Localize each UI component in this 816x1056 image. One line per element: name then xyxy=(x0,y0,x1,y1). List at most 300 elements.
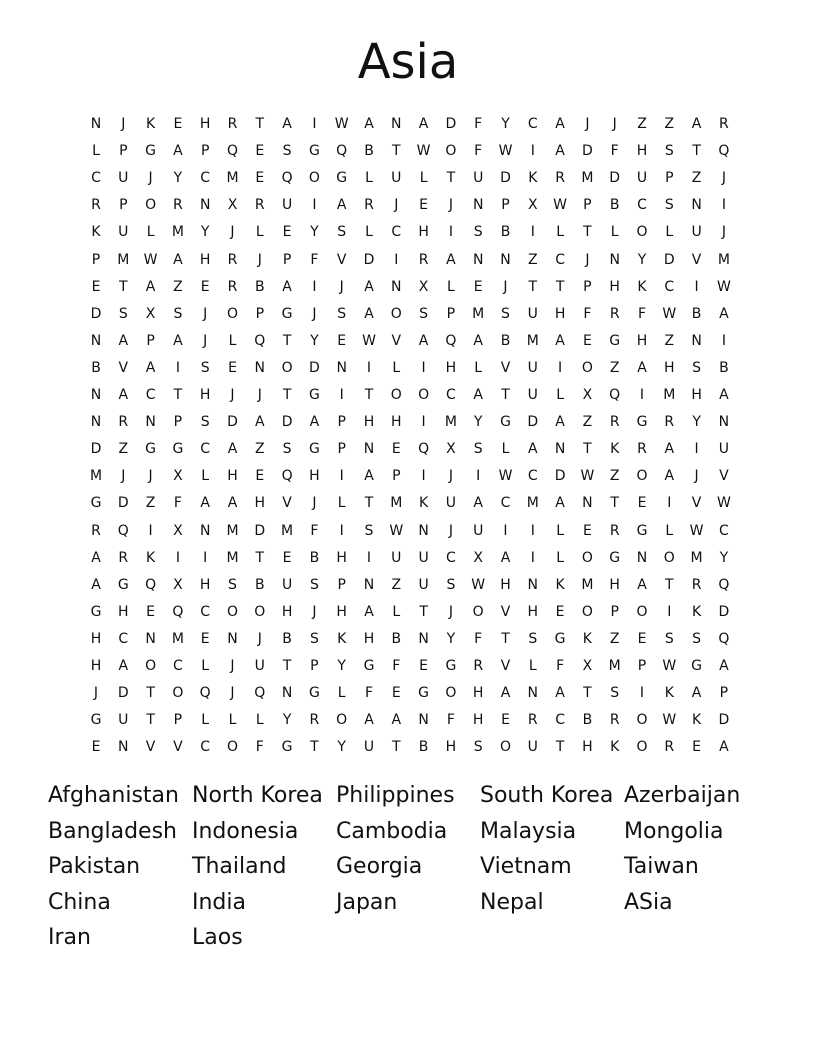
grid-letter: E xyxy=(200,630,210,647)
grid-letter: Y xyxy=(282,712,292,729)
grid-letter: O xyxy=(636,739,648,756)
grid-letter: T xyxy=(501,387,510,403)
grid-letter: M xyxy=(717,251,730,268)
grid-letter: I xyxy=(394,251,399,268)
grid-letter: S xyxy=(419,305,429,322)
grid-letter: B xyxy=(582,712,593,729)
grid-letter: Z xyxy=(118,441,129,458)
grid-letter: Q xyxy=(199,685,211,702)
grid-letter: I xyxy=(639,685,645,702)
grid-letter: K xyxy=(419,495,429,512)
word-list-item: Japan xyxy=(336,889,398,915)
grid-letter: F xyxy=(583,305,592,322)
grid-letter: J xyxy=(448,468,453,485)
grid-letter: D xyxy=(554,468,566,485)
grid-letter: G xyxy=(90,712,102,729)
grid-letter: H xyxy=(199,116,211,132)
grid-letter: D xyxy=(582,143,593,160)
grid-letter: M xyxy=(526,495,539,512)
grid-letter: A xyxy=(118,332,129,349)
grid-letter: S xyxy=(309,630,319,647)
grid-letter: W xyxy=(143,251,158,268)
grid-letter: R xyxy=(418,251,429,268)
grid-letter: U xyxy=(527,387,538,403)
grid-letter: I xyxy=(175,359,180,376)
grid-letter: X xyxy=(528,197,538,214)
grid-letter: E xyxy=(228,359,237,376)
grid-letter: A xyxy=(145,278,156,295)
grid-letter: S xyxy=(473,739,483,756)
grid-letter: A xyxy=(227,441,238,458)
grid-letter: B xyxy=(254,278,265,295)
grid-letter: H xyxy=(281,603,293,620)
word-list-item: Vietnam xyxy=(480,854,572,880)
grid-letter: H xyxy=(199,576,211,593)
grid-letter: W xyxy=(498,468,513,485)
grid-letter: J xyxy=(394,197,399,214)
grid-letter: N xyxy=(145,414,156,431)
grid-letter: R xyxy=(309,712,320,729)
grid-letter: L xyxy=(556,387,564,403)
grid-letter: Q xyxy=(418,441,430,458)
grid-letter: D xyxy=(90,305,102,322)
word-list-item: Bangladesh xyxy=(48,818,177,844)
grid-letter: A xyxy=(528,441,538,458)
grid-letter: R xyxy=(609,305,620,322)
grid-letter: H xyxy=(527,603,539,620)
grid-letter: L xyxy=(446,278,455,295)
grid-letter: A xyxy=(555,685,565,702)
grid-letter: Y xyxy=(337,658,346,674)
grid-letter: U xyxy=(363,739,375,756)
grid-letter: X xyxy=(227,197,238,214)
grid-letter: W xyxy=(580,468,595,485)
grid-letter: V xyxy=(145,739,156,756)
grid-letter: E xyxy=(419,197,429,214)
grid-letter: N xyxy=(336,359,347,376)
word-list-item: Pakistan xyxy=(48,854,141,880)
grid-letter: Q xyxy=(226,143,239,160)
grid-letter: Y xyxy=(310,224,319,241)
grid-letter: L xyxy=(501,441,510,458)
grid-letter: T xyxy=(364,387,374,403)
grid-letter: W xyxy=(471,576,486,593)
grid-letter: Z xyxy=(255,441,265,458)
grid-letter: S xyxy=(664,197,674,214)
grid-letter: P xyxy=(146,332,155,349)
grid-letter: F xyxy=(474,630,483,647)
grid-letter: A xyxy=(555,332,565,349)
grid-letter: J xyxy=(694,468,699,485)
grid-letter: A xyxy=(555,143,565,160)
grid-letter: M xyxy=(281,522,294,539)
grid-letter: Y xyxy=(637,251,647,268)
grid-letter: D xyxy=(90,441,102,458)
grid-letter: Q xyxy=(254,685,266,702)
grid-letter: G xyxy=(145,143,157,160)
grid-letter: R xyxy=(691,576,702,593)
grid-letter: U xyxy=(718,441,730,458)
grid-letter: I xyxy=(530,522,535,539)
grid-letter: O xyxy=(254,603,266,620)
grid-letter: L xyxy=(337,495,346,512)
grid-letter: G xyxy=(609,332,621,349)
grid-letter: I xyxy=(312,278,317,295)
grid-letter: J xyxy=(230,387,235,403)
grid-letter: E xyxy=(637,630,647,647)
word-list-item: Taiwan xyxy=(624,854,699,880)
grid-letter: Z xyxy=(528,251,538,268)
word-list-item: Malaysia xyxy=(480,818,577,844)
grid-letter: J xyxy=(503,278,508,295)
grid-letter: V xyxy=(719,468,729,485)
grid-letter: J xyxy=(721,224,726,241)
grid-letter: S xyxy=(446,576,456,593)
grid-letter: H xyxy=(445,359,457,376)
grid-letter: I xyxy=(175,549,180,566)
grid-letter: A xyxy=(664,468,675,485)
grid-letter: R xyxy=(364,197,374,214)
grid-letter: B xyxy=(282,630,292,647)
grid-letter: F xyxy=(556,658,565,674)
grid-letter: A xyxy=(282,116,292,132)
grid-letter: L xyxy=(528,658,537,674)
grid-letter: N xyxy=(254,359,266,376)
grid-letter: T xyxy=(119,278,128,295)
grid-letter: H xyxy=(445,739,457,756)
grid-letter: J xyxy=(121,468,126,485)
grid-letter: S xyxy=(282,143,292,160)
grid-letter: L xyxy=(474,359,483,376)
grid-letter: R xyxy=(527,712,538,729)
grid-letter: S xyxy=(364,522,374,539)
grid-letter: P xyxy=(173,414,183,431)
grid-letter: H xyxy=(118,603,129,620)
grid-letter: J xyxy=(448,603,453,620)
grid-letter: I xyxy=(721,332,726,349)
grid-letter: O xyxy=(390,305,402,322)
grid-letter: C xyxy=(637,197,647,214)
grid-letter: Y xyxy=(337,739,346,756)
grid-letter: A xyxy=(173,251,183,268)
grid-letter: H xyxy=(636,143,648,160)
grid-letter: J xyxy=(148,170,153,187)
word-list-item: India xyxy=(192,889,246,915)
grid-letter: J xyxy=(93,685,99,702)
grid-letter: N xyxy=(418,522,429,539)
grid-letter: M xyxy=(226,522,239,539)
grid-letter: H xyxy=(664,359,675,376)
grid-letter: G xyxy=(308,441,320,458)
grid-letter: K xyxy=(664,685,674,702)
grid-letter: R xyxy=(609,414,620,431)
grid-letter: V xyxy=(691,251,702,268)
grid-letter: J xyxy=(230,685,235,702)
grid-letter: Q xyxy=(718,143,730,160)
grid-letter: N xyxy=(609,251,620,268)
grid-letter: W xyxy=(716,495,731,512)
grid-letter: L xyxy=(556,549,564,566)
grid-letter: P xyxy=(501,197,510,214)
grid-letter: K xyxy=(582,630,592,647)
grid-letter: A xyxy=(91,576,101,593)
grid-letter: C xyxy=(200,170,211,187)
grid-letter: B xyxy=(364,143,374,160)
grid-letter: B xyxy=(309,549,320,566)
grid-letter: S xyxy=(473,224,483,241)
grid-letter: J xyxy=(203,305,208,322)
grid-letter: O xyxy=(472,603,484,620)
grid-letter: K xyxy=(692,712,702,729)
grid-letter: B xyxy=(719,359,729,376)
grid-letter: H xyxy=(90,658,102,674)
grid-letter: A xyxy=(364,278,374,295)
grid-letter: V xyxy=(282,495,292,512)
grid-letter: T xyxy=(310,739,319,756)
grid-letter: E xyxy=(146,603,156,620)
grid-letter: L xyxy=(337,685,346,702)
grid-letter: A xyxy=(364,305,374,322)
grid-letter: O xyxy=(445,143,457,160)
grid-letter: M xyxy=(526,332,539,349)
grid-letter: D xyxy=(117,685,129,702)
grid-letter: G xyxy=(281,305,293,322)
grid-letter: A xyxy=(418,332,429,349)
grid-letter: A xyxy=(500,549,511,566)
grid-letter: C xyxy=(391,224,402,241)
grid-letter: H xyxy=(227,468,238,485)
grid-letter: G xyxy=(500,414,511,431)
grid-letter: I xyxy=(339,522,344,539)
grid-letter: U xyxy=(254,658,265,674)
grid-letter: A xyxy=(418,116,429,132)
word-list-item: Thailand xyxy=(192,854,287,880)
grid-letter: Y xyxy=(310,332,319,349)
grid-letter: N xyxy=(500,251,511,268)
grid-letter: R xyxy=(609,712,620,729)
grid-letter: E xyxy=(582,522,592,539)
grid-letter: N xyxy=(90,116,102,132)
grid-letter: E xyxy=(91,278,101,295)
grid-letter: X xyxy=(582,387,593,403)
grid-letter: X xyxy=(173,576,183,593)
grid-letter: R xyxy=(609,522,620,539)
grid-letter: L xyxy=(146,224,155,241)
word-list-item: South Korea xyxy=(480,783,614,808)
grid-letter: U xyxy=(391,170,402,187)
grid-letter: S xyxy=(337,224,347,241)
grid-letter: T xyxy=(282,658,292,674)
grid-letter: L xyxy=(201,658,210,674)
grid-letter: A xyxy=(691,116,702,132)
grid-letter: C xyxy=(500,495,511,512)
grid-letter: G xyxy=(445,658,457,674)
grid-letter: Z xyxy=(609,630,620,647)
grid-letter: O xyxy=(636,468,648,485)
grid-letter: Z xyxy=(664,116,675,132)
grid-letter: S xyxy=(118,305,128,322)
grid-letter: T xyxy=(146,685,155,702)
grid-letter: C xyxy=(200,739,211,756)
grid-letter: A xyxy=(255,414,265,431)
grid-letter: J xyxy=(585,251,590,268)
grid-letter: E xyxy=(391,685,401,702)
grid-letter: B xyxy=(500,332,511,349)
grid-letter: X xyxy=(446,441,456,458)
grid-letter: A xyxy=(664,441,675,458)
grid-letter: X xyxy=(173,522,183,539)
grid-letter: P xyxy=(583,278,592,295)
grid-letter: M xyxy=(117,251,130,268)
grid-letter: V xyxy=(173,739,183,756)
grid-letter: W xyxy=(689,522,704,539)
grid-letter: G xyxy=(117,576,129,593)
grid-letter: J xyxy=(312,305,317,322)
grid-letter: H xyxy=(609,576,620,593)
grid-letter: Q xyxy=(609,387,621,403)
grid-letter: K xyxy=(337,630,347,647)
grid-letter: H xyxy=(363,414,375,431)
grid-letter: S xyxy=(692,630,702,647)
grid-letter: R xyxy=(473,658,484,674)
grid-letter: M xyxy=(390,495,403,512)
grid-letter: F xyxy=(364,685,374,702)
grid-letter: T xyxy=(446,170,456,187)
grid-letter: L xyxy=(228,332,237,349)
grid-letter: E xyxy=(282,549,292,566)
grid-letter: H xyxy=(418,224,429,241)
grid-letter: D xyxy=(254,522,266,539)
grid-letter: A xyxy=(473,387,483,403)
grid-letter: O xyxy=(226,739,239,756)
word-list-item: Nepal xyxy=(480,889,544,915)
grid-letter: A xyxy=(364,603,374,620)
grid-letter: G xyxy=(636,414,648,431)
grid-letter: H xyxy=(472,712,484,729)
grid-letter: I xyxy=(448,224,453,241)
grid-letter: J xyxy=(448,197,453,214)
grid-letter: W xyxy=(334,116,349,132)
grid-letter: J xyxy=(230,658,235,674)
grid-letter: O xyxy=(390,387,402,403)
grid-letter: U xyxy=(636,170,648,187)
grid-letter: J xyxy=(257,387,262,403)
grid-letter: I xyxy=(503,522,508,539)
grid-letter: V xyxy=(336,251,347,268)
grid-letter: Z xyxy=(691,170,702,187)
grid-letter: G xyxy=(609,549,621,566)
grid-letter: A xyxy=(719,305,729,322)
grid-letter: O xyxy=(145,658,157,674)
grid-letter: S xyxy=(282,441,292,458)
word-list-item: Azerbaijan xyxy=(624,783,741,808)
grid-letter: G xyxy=(554,630,566,647)
grid-letter: Y xyxy=(692,414,701,431)
grid-letter: E xyxy=(255,170,265,187)
grid-letter: T xyxy=(255,116,265,132)
grid-letter: A xyxy=(173,332,183,349)
grid-letter: N xyxy=(472,251,484,268)
grid-letter: Q xyxy=(254,332,266,349)
grid-letter: L xyxy=(392,359,401,376)
word-list-item: Iran xyxy=(48,925,91,951)
grid-letter: M xyxy=(608,658,621,674)
grid-letter: F xyxy=(637,305,647,322)
grid-letter: J xyxy=(257,251,262,268)
grid-letter: N xyxy=(582,495,593,512)
grid-letter: M xyxy=(444,414,457,431)
grid-letter: U xyxy=(281,197,293,214)
grid-letter: E xyxy=(200,278,210,295)
grid-letter: R xyxy=(555,170,565,187)
grid-letter: A xyxy=(555,116,565,132)
grid-letter: G xyxy=(418,685,430,702)
word-list-item: ASia xyxy=(624,889,673,915)
word-list-item: Georgia xyxy=(336,854,423,880)
word-list-item: Indonesia xyxy=(192,818,299,844)
grid-letter: A xyxy=(719,387,729,403)
grid-letter: O xyxy=(145,197,157,214)
grid-letter: W xyxy=(498,143,513,160)
grid-letter: I xyxy=(421,359,426,376)
grid-letter: N xyxy=(90,387,102,403)
grid-letter: A xyxy=(719,658,729,674)
grid-letter: J xyxy=(339,278,344,295)
grid-letter: P xyxy=(665,170,674,187)
grid-letter: E xyxy=(501,712,510,729)
grid-letter: P xyxy=(719,685,729,702)
grid-letter: P xyxy=(173,712,183,729)
grid-letter: L xyxy=(201,468,210,485)
grid-letter: E xyxy=(419,658,429,674)
grid-letter: I xyxy=(312,116,317,132)
grid-letter: M xyxy=(171,630,184,647)
grid-letter: K xyxy=(637,278,647,295)
grid-letter: P xyxy=(637,658,647,674)
grid-letter: L xyxy=(228,712,237,729)
grid-letter: U xyxy=(445,495,457,512)
grid-letter: E xyxy=(337,332,347,349)
grid-letter: I xyxy=(530,224,535,241)
grid-letter: A xyxy=(118,387,129,403)
grid-letter: M xyxy=(226,170,239,187)
grid-letter: T xyxy=(665,576,674,593)
grid-letter: F xyxy=(310,251,319,268)
grid-letter: L xyxy=(556,224,564,241)
grid-letter: Z xyxy=(173,278,183,295)
grid-letter: F xyxy=(255,739,264,756)
grid-letter: G xyxy=(691,658,703,674)
grid-letter: Y xyxy=(446,630,456,647)
grid-letter: T xyxy=(501,630,510,647)
grid-letter: I xyxy=(721,197,726,214)
grid-letter: L xyxy=(665,224,674,241)
grid-letter: J xyxy=(612,116,617,132)
grid-letter: Q xyxy=(718,630,730,647)
grid-letter: N xyxy=(527,685,539,702)
grid-letter: G xyxy=(90,495,102,512)
grid-letter: D xyxy=(609,170,621,187)
grid-letter: S xyxy=(664,630,674,647)
grid-letter: T xyxy=(146,712,155,729)
grid-letter: C xyxy=(118,630,129,647)
grid-letter: U xyxy=(527,305,538,322)
grid-letter: U xyxy=(691,224,702,241)
grid-letter: A xyxy=(364,712,374,729)
grid-letter: Y xyxy=(473,414,483,431)
grid-letter: U xyxy=(418,576,429,593)
grid-letter: N xyxy=(90,414,102,431)
